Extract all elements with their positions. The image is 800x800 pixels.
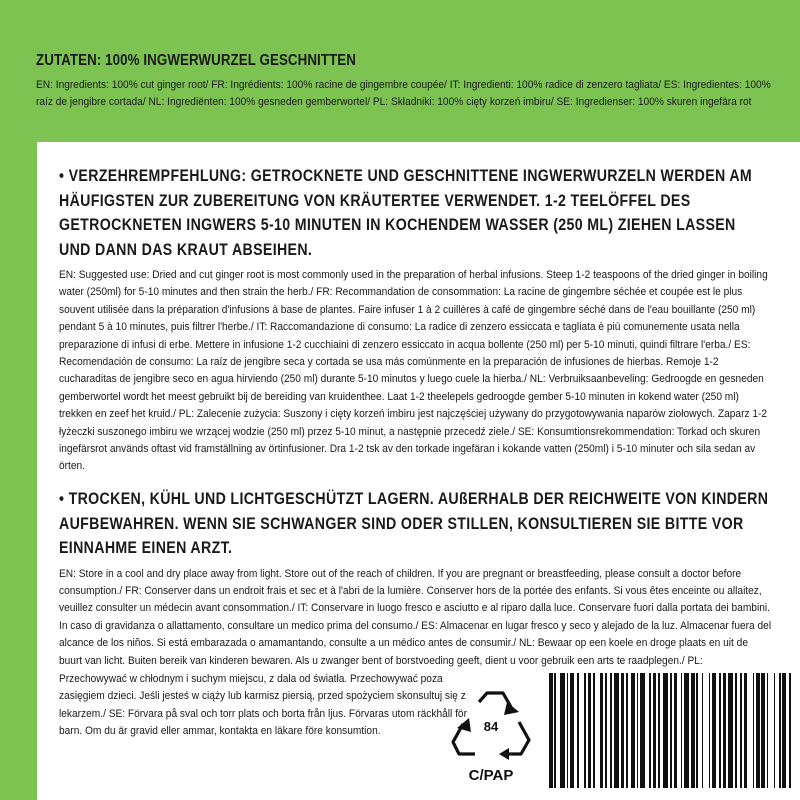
recycling-label: C/PAP (468, 767, 514, 784)
ingredients-translations: EN: Ingredients: 100% cut ginger root/ FR: Ingrédients: 100% racine de gingembre coupée/ IT: Ingredienti: 100% radice di zenzero tagliata/ ES: Ingredientes: 100% raíz de jengibre cortada/ NL: Ingrediënten: 100% gesneden gemberwortel/ PL: Składniki: 100% cięty korzeń imbiru/ SE: Ingredienser: 100% skuren ingefära rot (36, 79, 771, 108)
ingredients-section (36, 52, 770, 111)
barcode-bar (791, 673, 796, 788)
storage-translations: EN: Store in a cool and dry place away from light. Store out of the reach of children. If you are pregnant or breastfeeding, please consult a doctor before consumption./ FR: Conserver dans un endroit frais et sec et à l'abri de la lumière. Conserver hors de la portée des enfants. Si vous êtes enceinte ou allaitez, veuillez consulter un médecin avant consommation./ IT: Conservare in luogo fresco e asciutto e al riparo dalla luce. Conservare fuori dalla portata dei bambini. In caso di gravidanza o allattamento, consultare un medico prima del consumo./ ES: Almacenar en lugar fresco y seco y alejado de la luz. Almacenar fuera del alcance de los niños. Si está embarazada o amamantando, consulte a un médico antes de consumir./ NL: Bewaar op een koele en droge plaats en uit de buurt van licht. Buiten bereik van kinderen bewaren. Als u zwanger bent of borstvoeding geeft, dient u voor gebruik een arts te raadplegen./ PL: (59, 567, 772, 667)
info-panel (37, 142, 800, 800)
recycling-mark (449, 688, 533, 788)
storage-section (59, 487, 771, 670)
storage-heading: • TROCKEN, KÜHL UND LICHTGESCHÜTZT LAGERN. AUßERHALB DER REICHWEITE VON KINDERN AUFBEWAHREN. WENN SIE SCHWANGER SIND ODER STILLEN, KONSULTIEREN SIE BITTE VOR EINNAHME EINEN ARZT. (59, 490, 769, 557)
storage-translations-continued: Przechowywać w chłodnym i suchym miejscu, z dala od światła. Przechowywać poza zasięgiem dzieci. Jeśli jesteś w ciąży lub karmisz piersią, przed spożyciem skonsultuj się z lekarzem./ SE: Förvara på sval och torr plats och borta från ljus. Förvaras utom räckhåll för barn. Om du är gravid eller ammar, kontakta en läkare före konsumtion. (59, 673, 467, 738)
barcode-icon (549, 673, 799, 788)
recycling-code: 84 (483, 719, 499, 734)
recycling-triangle-icon (449, 688, 533, 788)
usage-section (59, 164, 771, 476)
usage-heading: • VERZEHREMPFEHLUNG: GETROCKNETE UND GESCHNITTENE INGWERWURZELN WERDEN AM HÄUFIGSTEN ZUR ZUBEREITUNG VON KRÄUTERTEE VERWENDET. 1-2 TEELÖFFEL DES GETROCKNETEN INGWERS 5-10 MINUTEN IN KOCHENDEM WASSER (250 ML) ZIEHEN LASSEN UND DANN DAS KRAUT ABSEIHEN. (59, 167, 753, 259)
ingredients-title: ZUTATEN: 100% INGWERWURZEL GESCHNITTEN (36, 52, 357, 69)
usage-translations: EN: Suggested use: Dried and cut ginger root is most commonly used in the preparation of herbal infusions. Steep 1-2 teaspoons of the dried ginger in boiling water (250ml) for 5-10 minutes and then strain the herb./ FR: Recommandation de consommation: La racine de gingembre séchée et coupée est le plus souvent utilisée dans la préparation d'infusions à base de plantes. Faire infuser 1 à 2 cuillères à café de gingembre séché dans de l'eau bouillante (250 ml) pendant 5 à 10 minutes, puis filtrer l'herbe./ IT: Raccomandazione di consumo: La radice di zenzero essiccata e tagliata è più comunemente usata nella preparazione di infusi di erbe. Mettere in infusione 1-2 cucchiaini di zenzero essiccato in acqua bollente (250 ml) per 5-10 minuti, quindi filtrare l'erba./ ES: Recomendación de consumo: La raíz de jengibre seca y cortada se usa más comúnmente en la preparación de infusiones de hierbas. Remoje 1-2 cucharaditas de jengibre seco en agua hirviendo (250 ml) durante 5-10 minutos y luego cuele la hierba./ NL: Verbruiksaanbeveling: Gedroogde en gesneden gemberwortel wordt het meest gebruikt bij de bereiding van kruidenthee. Laat 1-2 theelepels gedroogde gember 5-10 minuten in kokend water (250 ml) trekken en zeef het kruid./ PL: Zalecenie zużycia: Suszony i cięty korzeń imbiru jest najczęściej używany do przygotowywania naparów ziołowych. Zaparz 1-2 łyżeczki suszonego imbiru we wrzącej wodzie (250 ml) przez 5-10 minut, a następnie przecedź ziele./ SE: Konsumtionsrekommendation: Torkad och skuren ingefärsrot används oftast vid framställning av örtinfusioner. Dra 1-2 tsk av den torkade ingefäran i kokande vatten (250ml) i 5-10 minuter och sila sedan av örten. (59, 269, 768, 473)
